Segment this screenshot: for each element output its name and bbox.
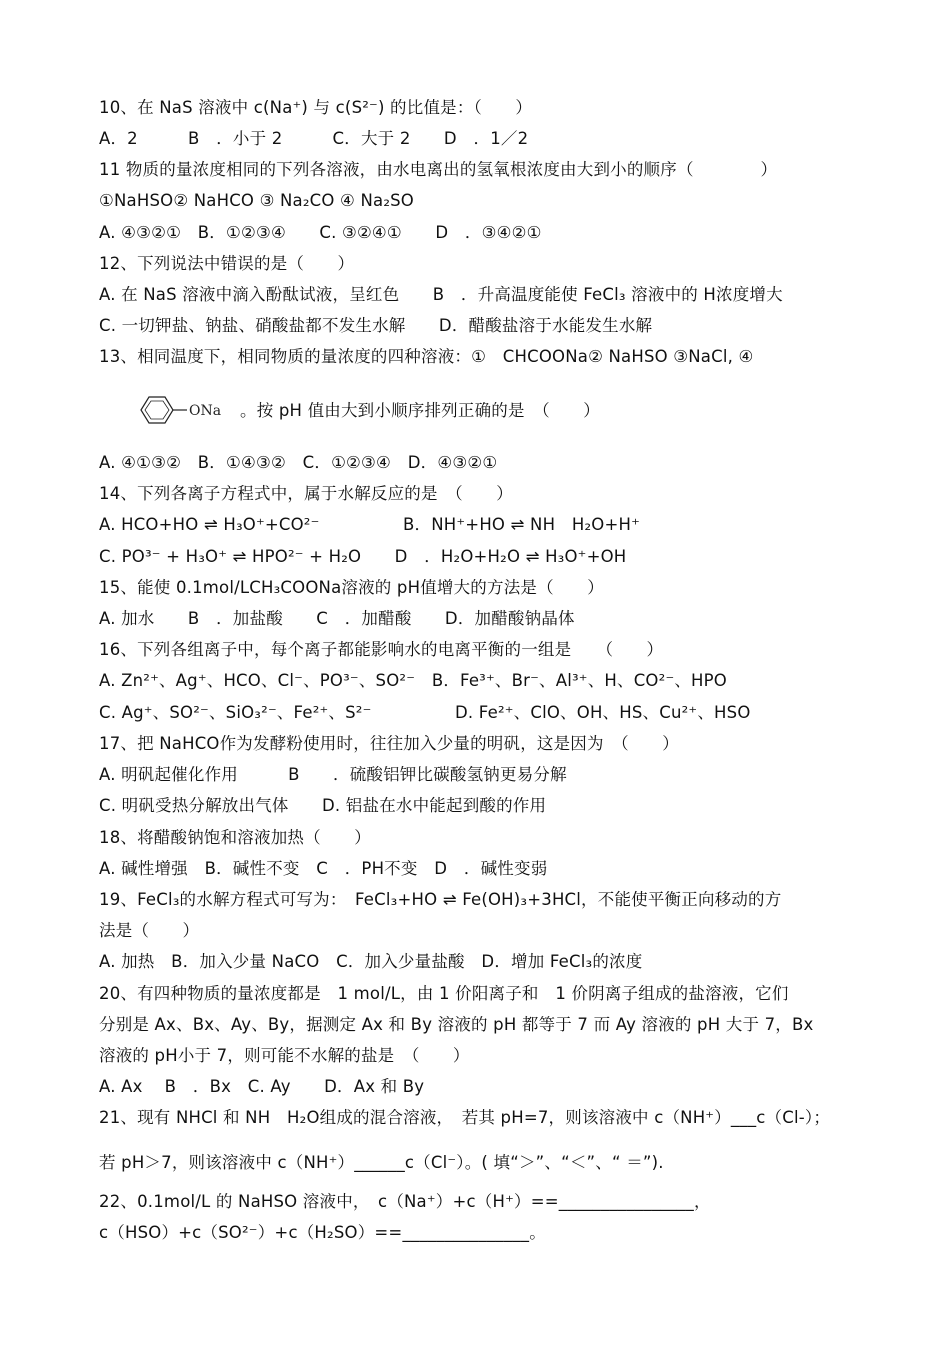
line-q16-ab: A. Zn²⁺、Ag⁺、HCO、Cl⁻、PO³⁻、SO²⁻ B．Fe³⁺、Br⁻、Al³⁺、H、CO²⁻、HPO	[99, 671, 727, 690]
line-q17-cd: C. 明矾受热分解放出气体 D. 铝盐在水中能起到酸的作用	[99, 796, 547, 815]
line-q15: 15、能使 0.1mol/LCH₃COONa溶液的 pH值增大的方法是（ ）	[99, 578, 604, 597]
line-q17-ab: A. 明矾起催化作用 B ．硫酸铝钾比碳酸氢钠更易分解	[99, 765, 567, 784]
line-q12-ab: A. 在 NaS 溶液中滴入酚酞试液，呈红色 B ．升高温度能使 FeCl₃ 溶液中的 H浓度增大	[99, 285, 783, 304]
line-q20: 20、有四种物质的量浓度都是 1 mol/L，由 1 价阳离子和 1 价阴离子组成的盐溶液，它们	[99, 984, 789, 1003]
line-q11: 11 物质的量浓度相同的下列各溶液，由水电离出的氢氧根浓度由大到小的顺序（ ）	[99, 160, 778, 179]
line-q12: 12、下列说法中错误的是（ ）	[99, 254, 355, 273]
line-q13: 13、相同温度下，相同物质的量浓度的四种溶液：① CHCOONa② NaHSO ③NaCl, ④	[99, 347, 754, 366]
line-q19-options: A. 加热 B．加入少量 NaCO C．加入少量盐酸 D．增加 FeCl₃的浓度	[99, 952, 643, 971]
line-q12-cd: C. 一切钾盐、钠盐、硝酸盐都不发生水解 D．醋酸盐溶于水能发生水解	[99, 316, 653, 335]
line-q19-cont: 法是（ ）	[99, 921, 200, 940]
line-q19: 19、FeCl₃的水解方程式可写为： FeCl₃+HO ⇌ Fe(OH)₃+3HCl，不能使平衡正向移动的方	[99, 890, 782, 909]
line-q21: 21、现有 NHCl 和 NH H₂O组成的混合溶液， 若其 pH=7，则该溶液中 c（NH⁺）___c（Cl-）；	[99, 1108, 831, 1127]
ona-label: ONa	[189, 403, 222, 419]
line-q22-cont: c（HSO）+c（SO²⁻）+c（H₂SO）==_______________。	[99, 1223, 546, 1242]
line-q14-cd: C. PO³⁻ + H₃O⁺ ⇌ HPO²⁻ + H₂O D ．H₂O+H₂O ⇌ H₃O⁺+OH	[99, 547, 627, 566]
line-q15-options: A. 加水 B ．加盐酸 C ．加醋酸 D．加醋酸钠晶体	[99, 609, 575, 628]
line-q21-cont: 若 pH＞7，则该溶液中 c（NH⁺）______c（Cl⁻）。( 填“＞”、“＜”、“ ＝”).	[99, 1153, 664, 1172]
line-q14-ab: A. HCO+HO ⇌ H₃O⁺+CO²⁻ B．NH⁺+HO ⇌ NH H₂O+H⁺	[99, 515, 641, 534]
line-q10: 10、在 NaS 溶液中 c(Na⁺) 与 c(S²⁻) 的比值是：（ ）	[99, 98, 533, 117]
line-q20-cont1: 分别是 Ax、Bx、Ay、By，据测定 Ax 和 By 溶液的 pH 都等于 7 而 Ay 溶液的 pH 大于 7，Bx	[99, 1015, 814, 1034]
line-q22: 22、0.1mol/L 的 NaHSO 溶液中， c（Na⁺）+c（H⁺）==________________，	[99, 1192, 711, 1211]
sodium-phenoxide-structure	[127, 393, 237, 427]
line-q18-options: A. 碱性增强 B．碱性不变 C ．PH不变 D ．碱性变弱	[99, 859, 548, 878]
line-q20-cont2: 溶液的 pH小于 7，则可能不水解的盐是 （ ）	[99, 1046, 470, 1065]
line-q16: 16、下列各组离子中，每个离子都能影响水的电离平衡的一组是 （ ）	[99, 640, 664, 659]
line-q10-options: A．2 B ．小于 2 C．大于 2 D ．1／2	[99, 129, 529, 148]
line-q11-items: ①NaHSO② NaHCO ③ Na₂CO ④ Na₂SO	[99, 191, 414, 210]
line-q16-cd: C. Ag⁺、SO²⁻、SiO₃²⁻、Fe²⁺、S²⁻ D. Fe²⁺、ClO、OH、HS、Cu²⁺、HSO	[99, 703, 751, 722]
line-q17: 17、把 NaHCO作为发酵粉使用时，往往加入少量的明矾，这是因为 （ ）	[99, 734, 679, 753]
line-q13-options: A. ④①③② B．①④③② C．①②③④ D．④③②①	[99, 453, 498, 472]
line-q13-cont: 。按 pH 值由大到小顺序排列正确的是 （ ）	[240, 401, 600, 420]
line-q18: 18、将醋酸钠饱和溶液加热（ ）	[99, 828, 371, 847]
line-q14: 14、下列各离子方程式中，属于水解反应的是 （ ）	[99, 484, 513, 503]
line-q11-options: A. ④③②① B．①②③④ C. ③②④① D ．③④②①	[99, 223, 542, 242]
line-q20-options: A. Ax B ．Bx C. Ay D．Ax 和 By	[99, 1077, 425, 1096]
